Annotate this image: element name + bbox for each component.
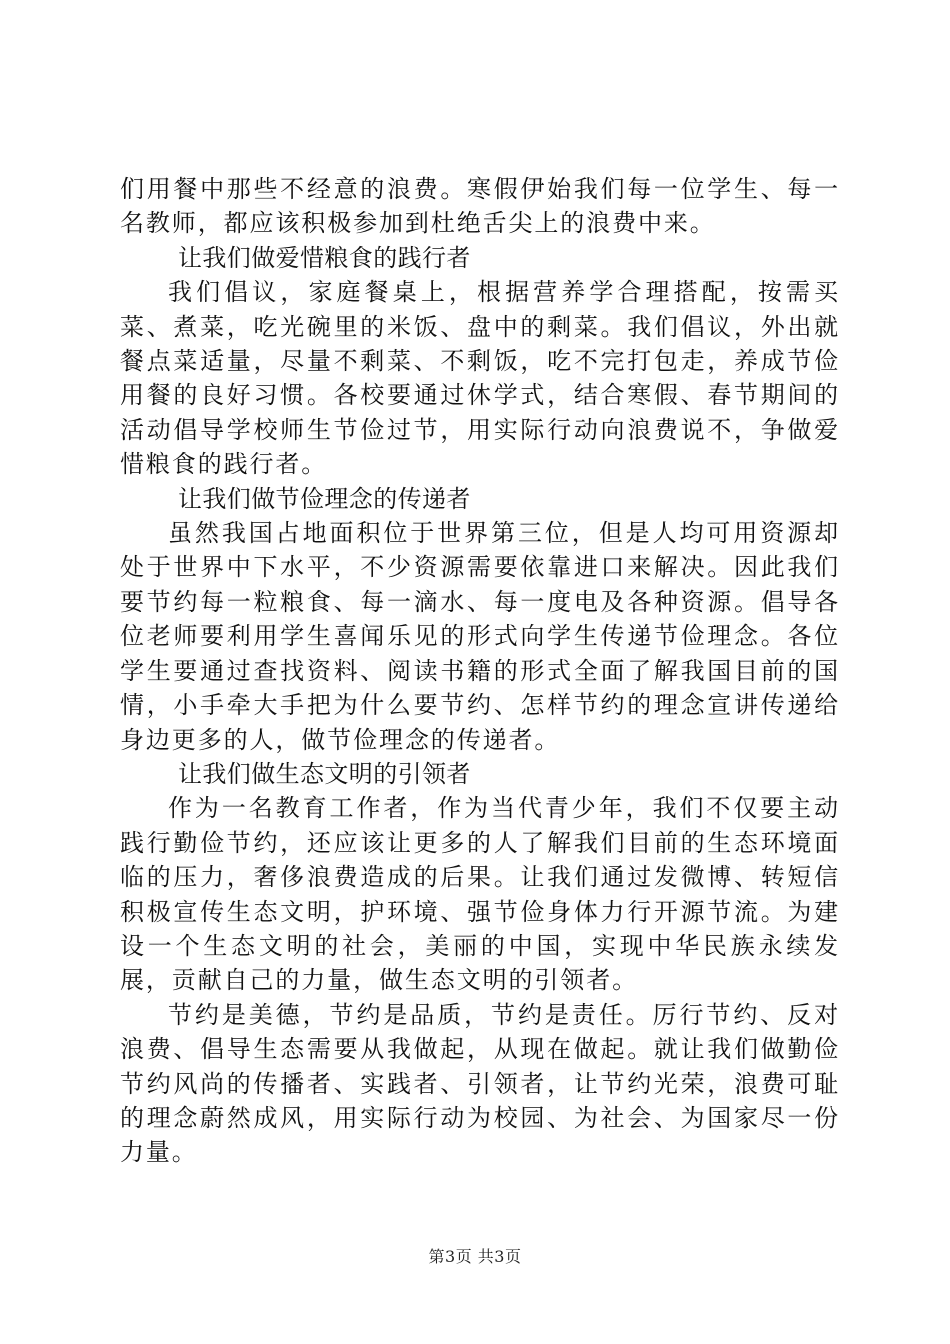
- document-body: [120, 172, 840, 1170]
- body-paragraph: 我们倡议，家庭餐桌上，根据营养学合理搭配，按需买菜、煮菜，吃光碗里的米饭、盘中的剩菜。我们倡议，外出就餐点菜适量，尽量不剩菜、不剩饭，吃不完打包走，养成节俭用餐的良好习惯。各校要通过休学式，结合寒假、春节期间的活动倡导学校师生节俭过节，用实际行动向浪费说不，争做爱惜粮食的践行者。: [120, 278, 840, 479]
- body-paragraph: 们用餐中那些不经意的浪费。寒假伊始我们每一位学生、每一名教师，都应该积极参加到杜绝舌尖上的浪费中来。: [120, 175, 840, 238]
- section-heading: 让我们做爱惜粮食的践行者: [178, 243, 471, 272]
- closing-paragraph: 节约是美德，节约是品质，节约是责任。厉行节约、反对浪费、倡导生态需要从我做起，从现在做起。就让我们做勤俭节约风尚的传播者、实践者、引领者，让节约光荣，浪费可耻的理念蔚然成风，用实际行动为校园、为社会、为国家尽一份力量。: [120, 1000, 840, 1167]
- page-footer: 第3页 共3页: [428, 1247, 522, 1266]
- body-paragraph: 虽然我国占地面积位于世界第三位，但是人均可用资源却处于世界中下水平，不少资源需要依靠进口来解决。因此我们要节约每一粒粮食、每一滴水、每一度电及各种资源。倡导各位老师要利用学生喜闻乐见的形式向学生传递节俭理念。各位学生要通过查找资料、阅读书籍的形式全面了解我国目前的国情，小手牵大手把为什么要节约、怎样节约的理念宣讲传递给身边更多的人，做节俭理念的传递者。: [120, 519, 840, 754]
- section-heading: 让我们做生态文明的引领者: [178, 759, 471, 788]
- section-heading: 让我们做节俭理念的传递者: [178, 484, 471, 513]
- body-paragraph: 作为一名教育工作者，作为当代青少年，我们不仅要主动践行勤俭节约，还应该让更多的人了解我们目前的生态环境面临的压力，奢侈浪费造成的后果。让我们通过发微博、转短信积极宣传生态文明，护环境、强节俭身体力行开源节流。为建设一个生态文明的社会，美丽的中国，实现中华民族永续发展，贡献自己的力量，做生态文明的引领者。: [120, 794, 840, 995]
